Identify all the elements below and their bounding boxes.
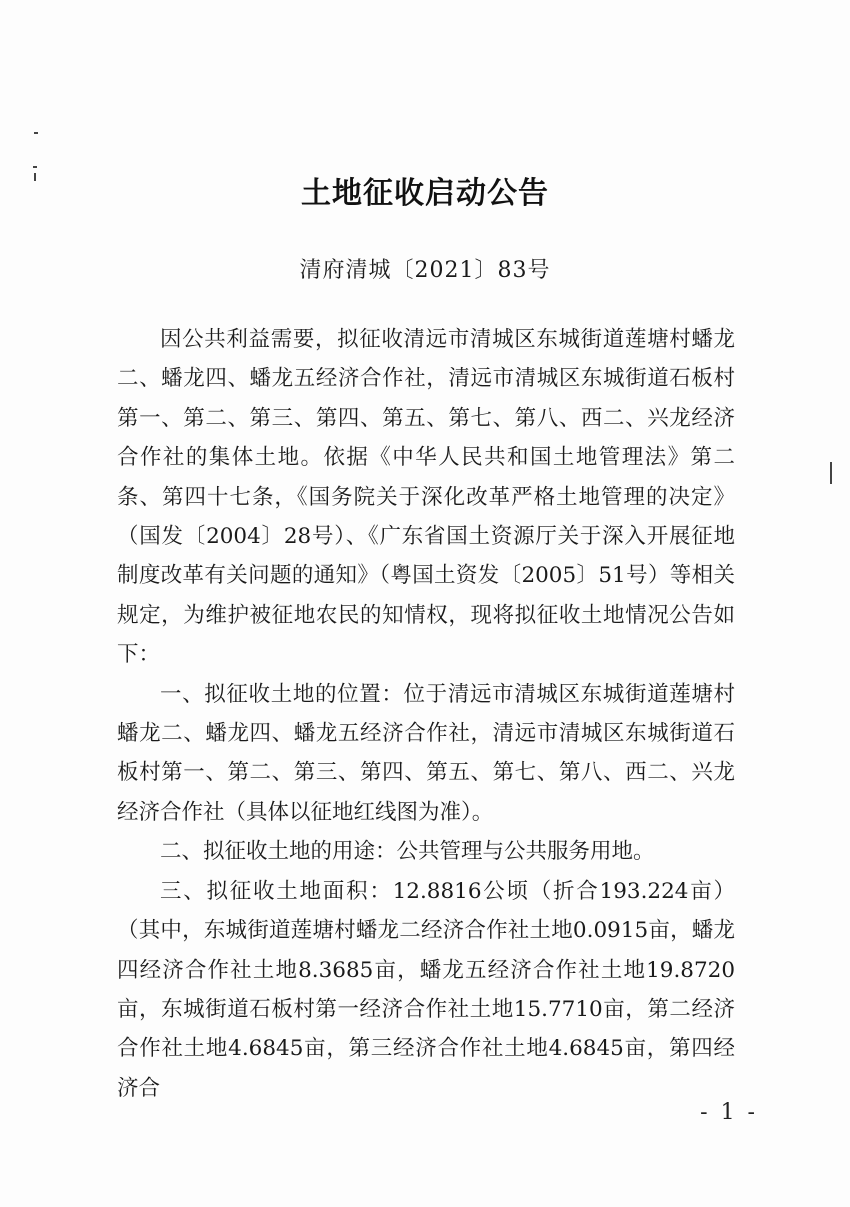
paragraph-location: 一、拟征收土地的位置：位于清远市清城区东城街道莲塘村蟠龙二、蟠龙四、蟠龙五经济合作社，清远市清城区东城街道石板村第一、第二、第三、第四、第五、第七、第八、西二、兴龙经济合作社（具体以征地红线图为准）。 <box>117 681 735 825</box>
scan-mark <box>830 462 832 484</box>
page-title: 土地征收启动公告 <box>301 176 549 211</box>
paragraph-usage: 二、拟征收土地的用途：公共管理与公共服务用地。 <box>160 839 655 865</box>
page-number: - 1 - <box>700 1100 758 1125</box>
scan-mark <box>34 132 38 134</box>
document-number: 清府清城〔2021〕83号 <box>299 258 551 283</box>
paragraph-intro: 因公共利益需要，拟征收清远市清城区东城街道莲塘村蟠龙二、蟠龙四、蟠龙五经济合作社，清远市清城区东城街道石板村第一、第二、第三、第四、第五、第七、第八、西二、兴龙经济合作社的集体土地。依据《中华人民共和国土地管理法》第二条、第四十七条，《国务院关于深化改革严格土地管理的决定》（国发〔2004〕28号）、《广东省国土资源厅关于深入开展征地制度改革有关问题的通知》（粤国土资发〔2005〕51号）等相关规定，为维护被征地农民的知情权，现将拟征收土地情况公告如下： <box>117 327 735 668</box>
document-body <box>117 320 735 1108</box>
paragraph-area: 三、拟征收土地面积：12.8816公顷（折合193.224亩）（其中，东城街道莲塘村蟠龙二经济合作社土地0.0915亩，蟠龙四经济合作社土地8.3685亩，蟠龙五经济合作社土地19.8720亩，东城街道石板村第一经济合作社土地15.7710亩，第二经济合作社土地4.6845亩，第三经济合作社土地4.6845亩，第四经济合 <box>117 878 735 1101</box>
